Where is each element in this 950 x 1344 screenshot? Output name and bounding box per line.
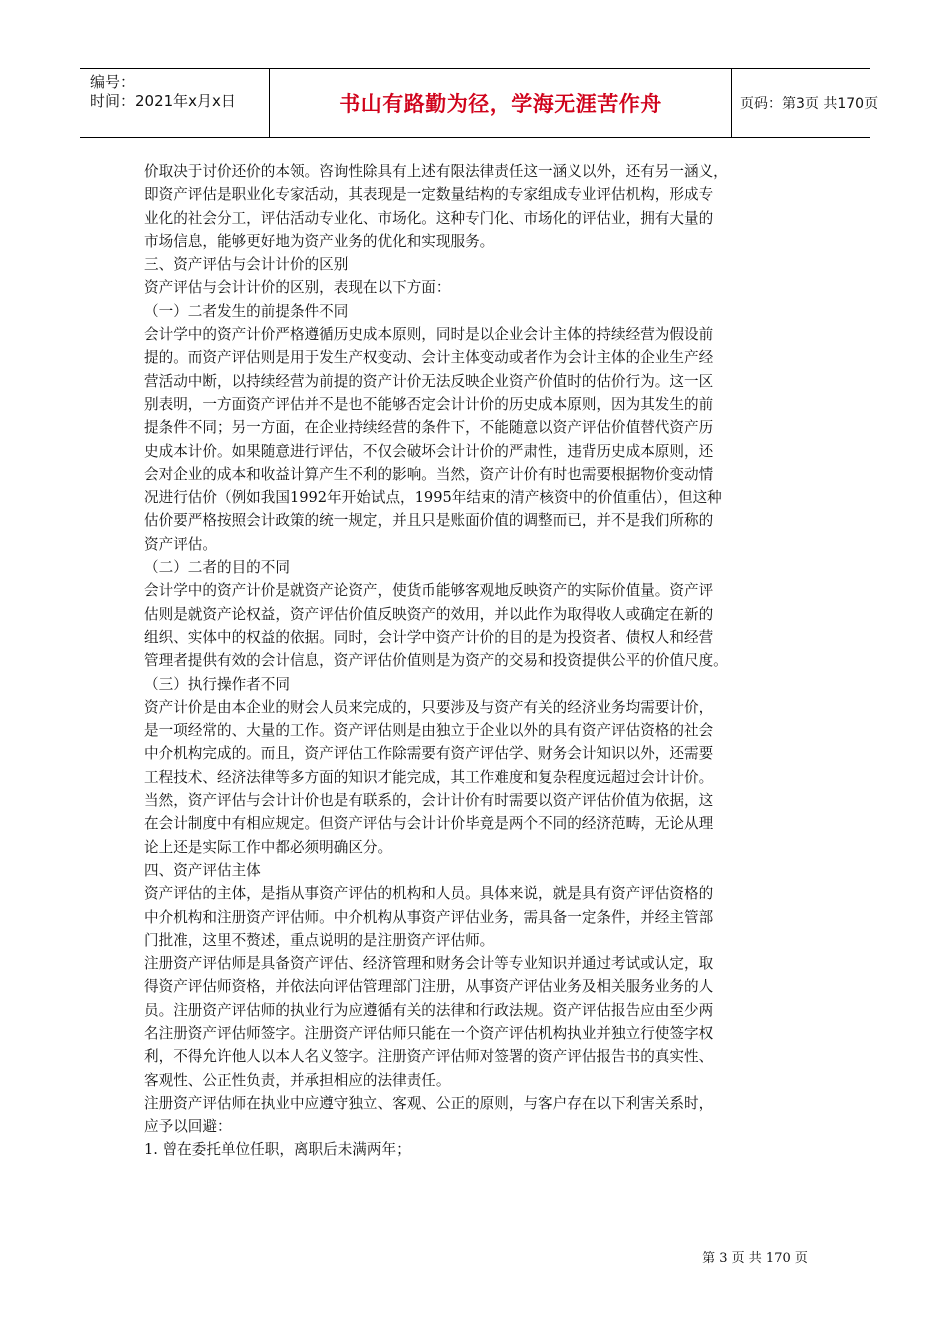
body-line: 会计学中的资产计价是就资产论资产，使货币能够客观地反映资产的实际价值量。资产评 (144, 582, 714, 600)
body-line: 会计学中的资产计价严格遵循历史成本原则，同时是以企业会计主体的持续经营为假设前 (144, 326, 714, 344)
body-line: 工程技术、经济法律等多方面的知识才能完成，其工作难度和复杂程度远超过会计计价。 (144, 768, 714, 786)
body-line: 价取决于讨价还价的本领。咨询性除具有上述有限法律责任这一涵义以外，还有另一涵义， (144, 163, 728, 180)
header-page-code: 页码：第3页 共170页 (740, 96, 879, 112)
body-line: （三）执行操作者不同 (144, 675, 290, 693)
body-line: 论上还是实际工作中都必须明确区分。 (144, 838, 393, 856)
body-line: 中介机构完成的。而且，资产评估工作除需要有资产评估学、财务会计知识以外，还需要 (144, 745, 714, 763)
body-line: 注册资产评估师是具备资产评估、经济管理和财务会计等专业知识并通过考试或认定，取 (144, 955, 714, 973)
document-body (144, 160, 804, 1162)
body-line: 是一项经常的、大量的工作。资产评估则是由独立于企业以外的具有资产评估资格的社会 (144, 722, 714, 740)
body-line: 资产计价是由本企业的财会人员来完成的，只要涉及与资产有关的经济业务均需要计价， (144, 698, 714, 716)
body-line: 史成本计价。如果随意进行评估，不仅会破坏会计计价的严肃性，违背历史成本原则，还 (144, 442, 714, 460)
body-line: 业化的社会分工，评估活动专业化、市场化。这种专门化、市场化的评估业，拥有大量的 (144, 209, 714, 227)
page-header (80, 68, 879, 138)
body-line: （二）二者的目的不同 (144, 559, 290, 577)
body-line: 门批准，这里不赘述，重点说明的是注册资产评估师。 (144, 931, 495, 949)
doc-number-label: 编号： (90, 73, 136, 91)
body-line: 市场信息，能够更好地为资产业务的优化和实现服务。 (144, 232, 495, 250)
page-footer (0, 1247, 950, 1266)
body-line: 客观性、公正性负责，并承担相应的法律责任。 (144, 1071, 451, 1089)
body-line: 1. 曾在委托单位任职，离职后未满两年； (144, 1141, 411, 1159)
body-line: 估则是就资产论权益，资产评估价值反映资产的效用，并以此作为取得收人或确定在新的 (144, 605, 714, 623)
body-line: 会对企业的成本和收益计算产生不利的影响。当然，资产计价有时也需要根据物价变动情 (144, 465, 714, 483)
body-line: 况进行估价（例如我国1992年开始试点，1995年结束的清产核资中的价值重估），但这种 (144, 489, 722, 507)
body-line: 别表明，一方面资产评估并不是也不能够否定会计计价的历史成本原则，因为其发生的前 (144, 395, 714, 413)
body-line: 注册资产评估师在执业中应遵守独立、客观、公正的原则，与客户存在以下利害关系时， (144, 1094, 714, 1112)
body-line: 提的。而资产评估则是用于发生产权变动、会计主体变动或者作为会计主体的企业生产经 (144, 349, 714, 367)
body-line: （一）二者发生的前提条件不同 (144, 302, 349, 320)
header-motto-cell (270, 69, 732, 137)
body-line: 提条件不同；另一方面，在企业持续经营的条件下，不能随意以资产评估价值替代资产历 (144, 419, 714, 437)
body-line: 当然，资产评估与会计计价也是有联系的，会计计价有时需要以资产评估价值为依据，这 (144, 792, 714, 810)
body-line: 四、资产评估主体 (144, 861, 261, 879)
body-line: 资产评估。 (144, 535, 217, 553)
body-line: 营活动中断，以持续经营为前提的资产计价无法反映企业资产价值时的估价行为。这一区 (144, 372, 714, 390)
body-line: 得资产评估师资格，并依法向评估管理部门注册，从事资产评估业务及相关服务业务的人 (144, 978, 714, 996)
body-line: 估价要严格按照会计政策的统一规定，并且只是账面价值的调整而已，并不是我们所称的 (144, 512, 714, 530)
body-line: 资产评估与会计计价的区别，表现在以下方面： (144, 279, 451, 297)
body-line: 应予以回避： (144, 1118, 232, 1136)
body-line: 组织、实体中的权益的依据。同时，会计学中资产计价的目的是为投资者、债权人和经营 (144, 628, 714, 646)
body-line: 三、资产评估与会计计价的区别 (144, 256, 349, 274)
header-meta (80, 69, 270, 137)
doc-time: 时间：2021年x月x日 (90, 92, 236, 110)
body-line: 利，不得允许他人以本人名义签字。注册资产评估师对签署的资产评估报告书的真实性、 (144, 1048, 714, 1066)
body-line: 管理者提供有效的会计信息，资产评估价值则是为资产的交易和投资提供公平的价值尺度。 (144, 652, 728, 670)
body-line: 员。注册资产评估师的执业行为应遵循有关的法律和行政法规。资产评估报告应由至少两 (144, 1001, 714, 1019)
body-line: 中介机构和注册资产评估师。中介机构从事资产评估业务，需具备一定条件，并经主管部 (144, 908, 714, 926)
body-line: 名注册资产评估师签字。注册资产评估师只能在一个资产评估机构执业并独立行使签字权 (144, 1024, 714, 1042)
body-line: 资产评估的主体，是指从事资产评估的机构和人员。具体来说，就是具有资产评估资格的 (144, 885, 714, 903)
body-line: 即资产评估是职业化专家活动，其表现是一定数量结构的专家组成专业评估机构，形成专 (144, 186, 714, 204)
body-line: 在会计制度中有相应规定。但资产评估与会计计价毕竟是两个不同的经济范畴，无论从理 (144, 815, 714, 833)
footer-page-number: 第 3 页 共 170 页 (702, 1251, 808, 1266)
header-motto: 书山有路勤为径，学海无涯苦作舟 (339, 92, 662, 116)
